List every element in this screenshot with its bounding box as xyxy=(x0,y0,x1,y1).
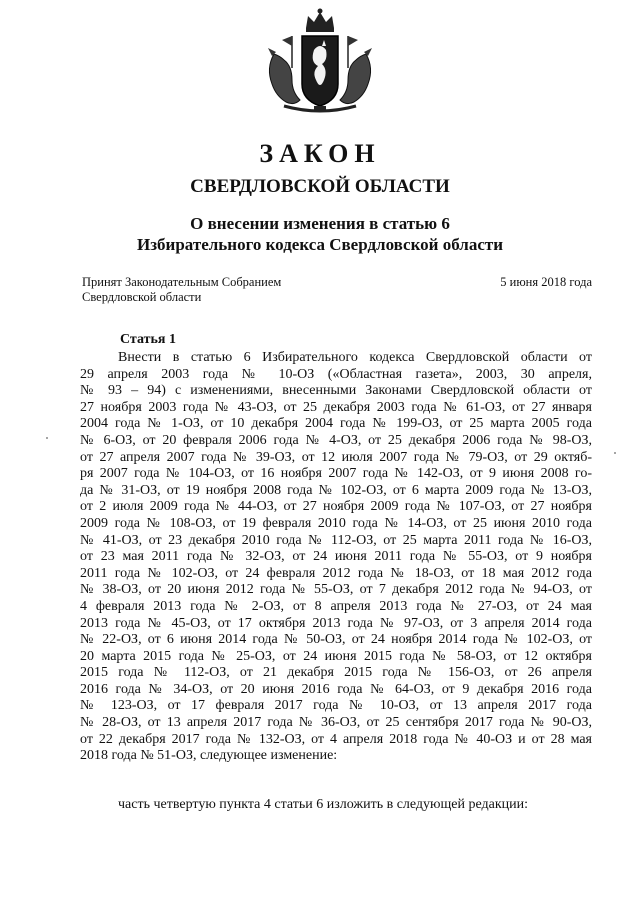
article-line: № 28-ОЗ, от 13 апреля 2017 года № 36-ОЗ, от 25 сентября 2017 года № 90-ОЗ, xyxy=(80,715,592,731)
scan-speck xyxy=(46,437,48,439)
article-line: 2004 года № 1-ОЗ, от 10 декабря 2004 года № 199-ОЗ, от 25 марта 2005 года xyxy=(80,416,592,432)
article-line: № 93 – 94) с изменениями, внесенными Законами Свердловской области от xyxy=(80,383,592,399)
article-line: от 27 апреля 2007 года № 39-ОЗ, от 12 июля 2007 года № 79-ОЗ, от 29 октяб- xyxy=(80,449,592,465)
article-line: 27 ноября 2003 года № 43-ОЗ, от 25 декабря 2003 года № 61-ОЗ, от 27 января xyxy=(80,399,592,415)
scan-speck xyxy=(614,452,616,454)
amendment-instruction: часть четвертую пункта 4 статьи 6 изложить в следующей редакции: xyxy=(118,797,529,812)
article-line: 29 апреля 2003 года № 10-ОЗ («Областная газета», 2003, 30 апреля, xyxy=(80,366,592,382)
article-line: № 22-ОЗ, от 6 июня 2014 года № 50-ОЗ, от 24 ноября 2014 года № 102-ОЗ, от xyxy=(80,632,592,648)
law-heading-line-1: О внесении изменения в статью 6 xyxy=(190,214,450,233)
adoption-line-1: Принят Законодательным Собранием xyxy=(82,275,282,289)
article-line: 2018 года № 51-ОЗ, следующее изменение: xyxy=(80,748,338,764)
law-heading-line-2: Избирательного кодекса Свердловской области xyxy=(136,235,504,254)
article-line: 2016 года № 34-ОЗ, от 20 июня 2016 года № 64-ОЗ, от 9 декабря 2016 года xyxy=(80,681,592,697)
adoption-note xyxy=(82,275,281,305)
article-line: № 38-ОЗ, от 20 июня 2012 года № 55-ОЗ, от 7 декабря 2012 года № 94-ОЗ, от xyxy=(80,582,592,598)
article-line: № 123-ОЗ, от 17 февраля 2017 года № 10-ОЗ, от 13 апреля 2017 года xyxy=(80,698,592,714)
article-line: 2011 года № 102-ОЗ, от 24 февраля 2012 года № 18-ОЗ, от 18 мая 2012 года xyxy=(80,565,592,581)
article-line: 20 марта 2015 года № 25-ОЗ, от 24 июня 2015 года № 58-ОЗ, от 12 октября xyxy=(80,648,592,664)
article-line: ря 2007 года № 104-ОЗ, от 16 ноября 2007 года № 142-ОЗ, от 9 июня 2008 го- xyxy=(80,466,592,482)
article-line: от 22 декабря 2017 года № 132-ОЗ, от 4 апреля 2018 года № 40-ОЗ и от 28 мая xyxy=(80,731,592,747)
adoption-date: 5 июня 2018 года xyxy=(500,275,592,289)
article-line: да № 31-ОЗ, от 19 ноября 2008 года № 102-ОЗ, от 6 марта 2009 года № 13-ОЗ, xyxy=(80,482,592,498)
article-line: 4 февраля 2013 года № 2-ОЗ, от 8 апреля 2013 года № 27-ОЗ, от 24 мая xyxy=(80,598,592,614)
article-line: № 41-ОЗ, от 23 декабря 2010 года № 112-ОЗ, от 25 марта 2011 года № 16-ОЗ, xyxy=(80,532,592,548)
article-body xyxy=(80,350,592,765)
article-line: 2013 года № 45-ОЗ, от 17 октября 2013 года № 97-ОЗ, от 3 апреля 2014 года xyxy=(80,615,592,631)
article-line: Внести в статью 6 Избирательного кодекса Свердловской области от xyxy=(118,350,592,365)
sverdlovsk-coat-of-arms-icon xyxy=(262,6,378,116)
document-subtitle: СВЕРДЛОВСКОЙ ОБЛАСТИ xyxy=(190,176,450,197)
adoption-line-2: Свердловской области xyxy=(82,290,202,304)
document-title: ЗАКОН xyxy=(259,139,381,168)
article-line: 2015 года № 112-ОЗ, от 21 декабря 2015 года № 156-ОЗ, от 26 апреля xyxy=(80,665,592,681)
article-line: № 6-ОЗ, от 20 февраля 2006 года № 4-ОЗ, от 25 декабря 2006 года № 98-ОЗ, xyxy=(80,432,592,448)
article-line: 2009 года № 108-ОЗ, от 19 февраля 2010 года № 14-ОЗ, от 25 июня 2010 года xyxy=(80,515,592,531)
article-line: от 23 мая 2011 года № 32-ОЗ, от 24 июня 2011 года № 55-ОЗ, от 9 ноября xyxy=(80,549,592,565)
article-line: от 2 июля 2009 года № 44-ОЗ, от 27 ноября 2009 года № 107-ОЗ, от 27 ноября xyxy=(80,499,592,515)
article-title: Статья 1 xyxy=(120,332,176,347)
